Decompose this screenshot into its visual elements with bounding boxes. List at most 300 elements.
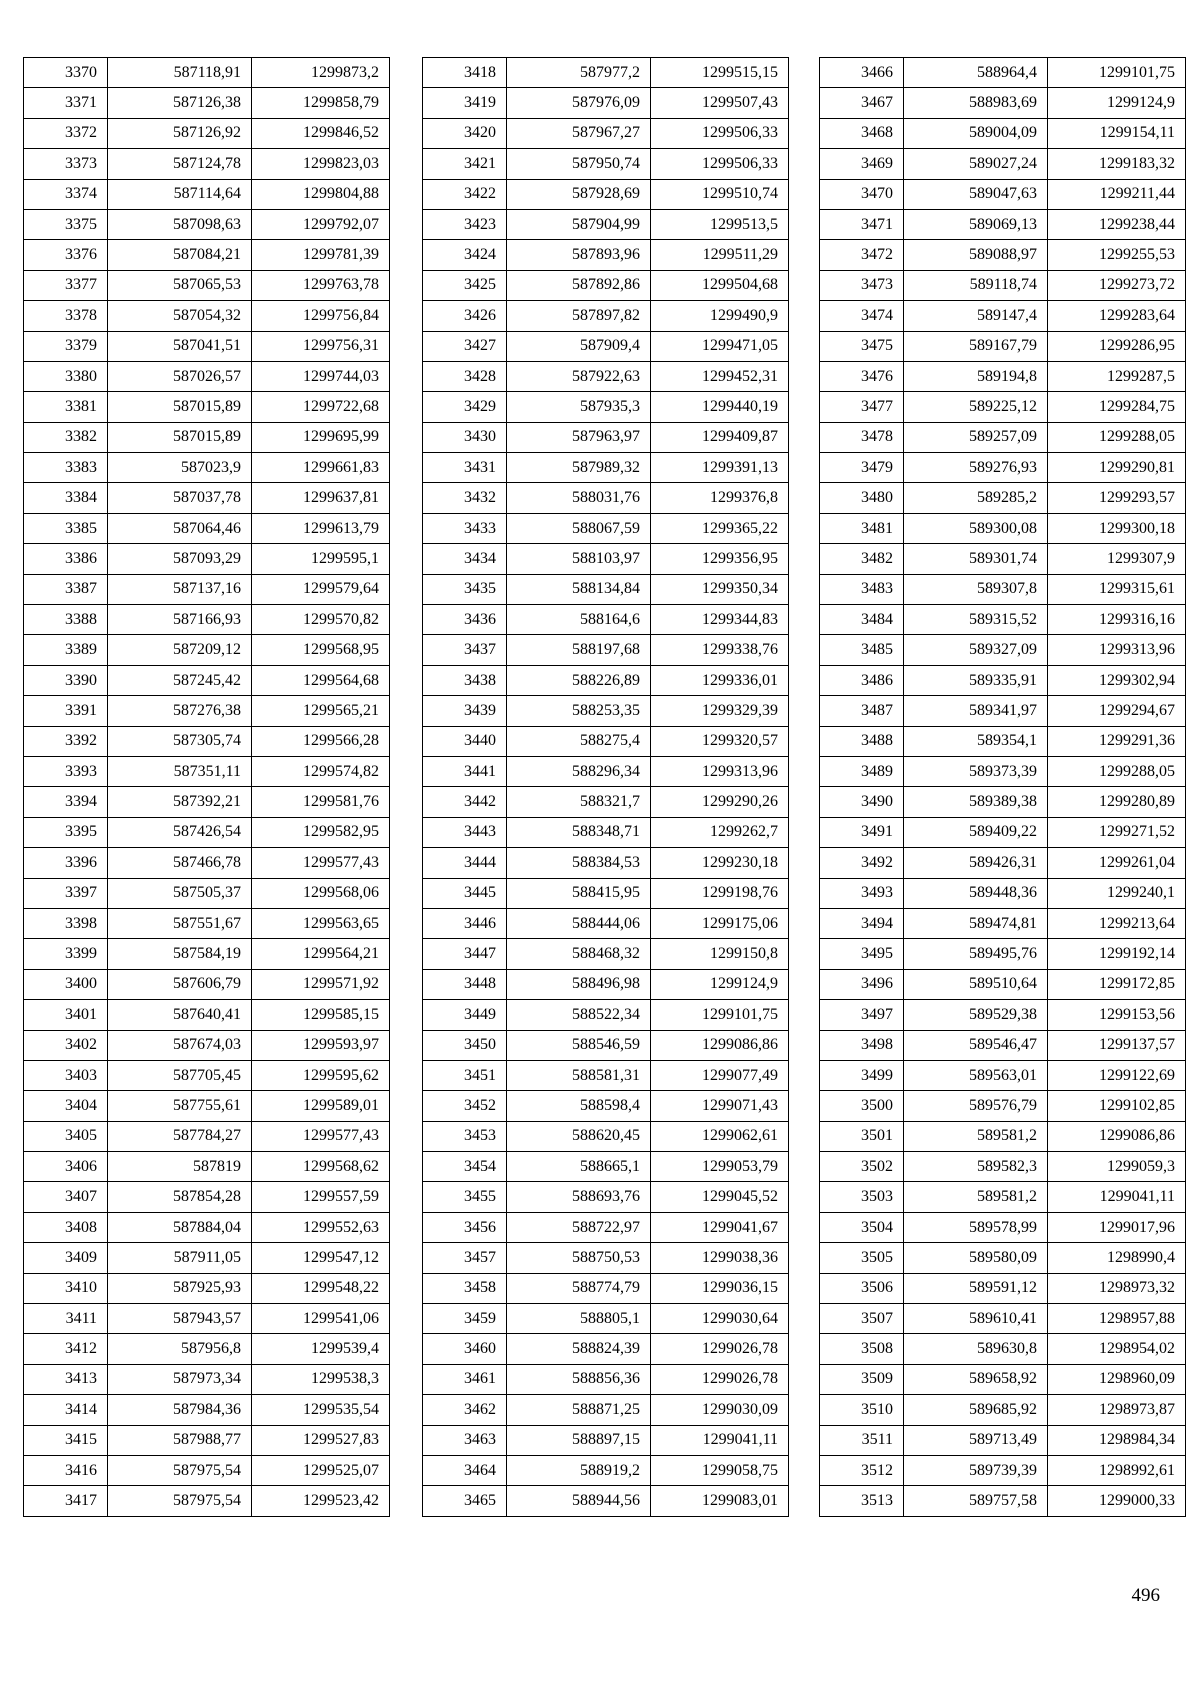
table-row bbox=[423, 1152, 789, 1182]
point-number-cell: 3414 bbox=[24, 1395, 108, 1425]
table-row bbox=[24, 240, 390, 270]
point-number-cell: 3431 bbox=[423, 453, 507, 483]
x-coordinate-cell: 588275,4 bbox=[507, 726, 651, 756]
y-coordinate-cell: 1299511,29 bbox=[651, 240, 789, 270]
table-row bbox=[820, 1304, 1186, 1334]
table-row bbox=[820, 1364, 1186, 1394]
x-coordinate-cell: 589582,3 bbox=[904, 1152, 1048, 1182]
table-row bbox=[820, 118, 1186, 148]
y-coordinate-cell: 1299365,22 bbox=[651, 513, 789, 543]
point-number-cell: 3375 bbox=[24, 209, 108, 239]
point-number-cell: 3490 bbox=[820, 787, 904, 817]
x-coordinate-cell: 587943,57 bbox=[108, 1304, 252, 1334]
point-number-cell: 3465 bbox=[423, 1486, 507, 1516]
x-coordinate-cell: 589591,12 bbox=[904, 1273, 1048, 1303]
table-row bbox=[423, 483, 789, 513]
x-coordinate-cell: 588805,1 bbox=[507, 1304, 651, 1334]
y-coordinate-cell: 1299041,67 bbox=[651, 1212, 789, 1242]
point-number-cell: 3370 bbox=[24, 58, 108, 88]
x-coordinate-cell: 589194,8 bbox=[904, 361, 1048, 391]
point-number-cell: 3389 bbox=[24, 635, 108, 665]
point-number-cell: 3376 bbox=[24, 240, 108, 270]
y-coordinate-cell: 1299557,59 bbox=[252, 1182, 390, 1212]
table-row bbox=[820, 149, 1186, 179]
y-coordinate-cell: 1299071,43 bbox=[651, 1091, 789, 1121]
point-number-cell: 3402 bbox=[24, 1030, 108, 1060]
table-row bbox=[423, 513, 789, 543]
x-coordinate-cell: 589495,76 bbox=[904, 939, 1048, 969]
table-row bbox=[24, 1152, 390, 1182]
y-coordinate-cell: 1298973,32 bbox=[1048, 1273, 1186, 1303]
table-row bbox=[24, 544, 390, 574]
x-coordinate-cell: 589276,93 bbox=[904, 453, 1048, 483]
y-coordinate-cell: 1299287,5 bbox=[1048, 361, 1186, 391]
coordinate-table-1 bbox=[23, 57, 390, 1517]
y-coordinate-cell: 1299858,79 bbox=[252, 88, 390, 118]
x-coordinate-cell: 587705,45 bbox=[108, 1060, 252, 1090]
y-coordinate-cell: 1299846,52 bbox=[252, 118, 390, 148]
table-row bbox=[820, 1152, 1186, 1182]
x-coordinate-cell: 588856,36 bbox=[507, 1364, 651, 1394]
y-coordinate-cell: 1299823,03 bbox=[252, 149, 390, 179]
x-coordinate-cell: 588581,31 bbox=[507, 1060, 651, 1090]
table-row bbox=[24, 331, 390, 361]
x-coordinate-cell: 587963,97 bbox=[507, 422, 651, 452]
point-number-cell: 3386 bbox=[24, 544, 108, 574]
point-number-cell: 3503 bbox=[820, 1182, 904, 1212]
point-number-cell: 3469 bbox=[820, 149, 904, 179]
y-coordinate-cell: 1299539,4 bbox=[252, 1334, 390, 1364]
table-row bbox=[820, 574, 1186, 604]
table-row bbox=[820, 878, 1186, 908]
x-coordinate-cell: 589301,74 bbox=[904, 544, 1048, 574]
y-coordinate-cell: 1299183,32 bbox=[1048, 149, 1186, 179]
table-row bbox=[820, 1182, 1186, 1212]
y-coordinate-cell: 1299336,01 bbox=[651, 665, 789, 695]
y-coordinate-cell: 1299288,05 bbox=[1048, 756, 1186, 786]
table-row bbox=[423, 908, 789, 938]
x-coordinate-cell: 589529,38 bbox=[904, 1000, 1048, 1030]
x-coordinate-cell: 588750,53 bbox=[507, 1243, 651, 1273]
x-coordinate-cell: 589630,8 bbox=[904, 1334, 1048, 1364]
y-coordinate-cell: 1299579,64 bbox=[252, 574, 390, 604]
x-coordinate-cell: 587928,69 bbox=[507, 179, 651, 209]
x-coordinate-cell: 589713,49 bbox=[904, 1425, 1048, 1455]
x-coordinate-cell: 588031,76 bbox=[507, 483, 651, 513]
table-row bbox=[423, 1455, 789, 1485]
x-coordinate-cell: 589580,09 bbox=[904, 1243, 1048, 1273]
y-coordinate-cell: 1299541,06 bbox=[252, 1304, 390, 1334]
y-coordinate-cell: 1299571,92 bbox=[252, 969, 390, 999]
y-coordinate-cell: 1299409,87 bbox=[651, 422, 789, 452]
x-coordinate-cell: 588722,97 bbox=[507, 1212, 651, 1242]
point-number-cell: 3462 bbox=[423, 1395, 507, 1425]
y-coordinate-cell: 1299198,76 bbox=[651, 878, 789, 908]
table-row bbox=[24, 301, 390, 331]
x-coordinate-cell: 589307,8 bbox=[904, 574, 1048, 604]
y-coordinate-cell: 1298984,34 bbox=[1048, 1425, 1186, 1455]
y-coordinate-cell: 1299086,86 bbox=[1048, 1121, 1186, 1151]
table-row bbox=[24, 1000, 390, 1030]
x-coordinate-cell: 588496,98 bbox=[507, 969, 651, 999]
table-row bbox=[820, 331, 1186, 361]
y-coordinate-cell: 1299513,5 bbox=[651, 209, 789, 239]
point-number-cell: 3412 bbox=[24, 1334, 108, 1364]
point-number-cell: 3427 bbox=[423, 331, 507, 361]
y-coordinate-cell: 1299538,3 bbox=[252, 1364, 390, 1394]
table-row bbox=[24, 149, 390, 179]
table-row bbox=[820, 58, 1186, 88]
point-number-cell: 3429 bbox=[423, 392, 507, 422]
x-coordinate-cell: 588897,15 bbox=[507, 1425, 651, 1455]
point-number-cell: 3451 bbox=[423, 1060, 507, 1090]
y-coordinate-cell: 1299585,15 bbox=[252, 1000, 390, 1030]
point-number-cell: 3513 bbox=[820, 1486, 904, 1516]
table-row bbox=[820, 1212, 1186, 1242]
table-row bbox=[820, 939, 1186, 969]
point-number-cell: 3408 bbox=[24, 1212, 108, 1242]
coordinate-table-3 bbox=[819, 57, 1186, 1517]
y-coordinate-cell: 1299563,65 bbox=[252, 908, 390, 938]
table-row bbox=[24, 422, 390, 452]
x-coordinate-cell: 587245,42 bbox=[108, 665, 252, 695]
table-row bbox=[820, 1334, 1186, 1364]
y-coordinate-cell: 1299030,09 bbox=[651, 1395, 789, 1425]
x-coordinate-cell: 589389,38 bbox=[904, 787, 1048, 817]
table-row bbox=[423, 1243, 789, 1273]
x-coordinate-cell: 589757,58 bbox=[904, 1486, 1048, 1516]
point-number-cell: 3425 bbox=[423, 270, 507, 300]
y-coordinate-cell: 1299510,74 bbox=[651, 179, 789, 209]
x-coordinate-cell: 589658,92 bbox=[904, 1364, 1048, 1394]
x-coordinate-cell: 588384,53 bbox=[507, 848, 651, 878]
x-coordinate-cell: 588348,71 bbox=[507, 817, 651, 847]
table-row bbox=[24, 1030, 390, 1060]
y-coordinate-cell: 1299307,9 bbox=[1048, 544, 1186, 574]
point-number-cell: 3486 bbox=[820, 665, 904, 695]
point-number-cell: 3499 bbox=[820, 1060, 904, 1090]
x-coordinate-cell: 589373,39 bbox=[904, 756, 1048, 786]
table-row bbox=[24, 88, 390, 118]
x-coordinate-cell: 589581,2 bbox=[904, 1121, 1048, 1151]
table-row bbox=[820, 209, 1186, 239]
x-coordinate-cell: 587137,16 bbox=[108, 574, 252, 604]
point-number-cell: 3424 bbox=[423, 240, 507, 270]
y-coordinate-cell: 1298990,4 bbox=[1048, 1243, 1186, 1273]
point-number-cell: 3437 bbox=[423, 635, 507, 665]
table-row bbox=[24, 878, 390, 908]
y-coordinate-cell: 1299175,06 bbox=[651, 908, 789, 938]
table-row bbox=[423, 149, 789, 179]
x-coordinate-cell: 587015,89 bbox=[108, 392, 252, 422]
point-number-cell: 3394 bbox=[24, 787, 108, 817]
x-coordinate-cell: 589027,24 bbox=[904, 149, 1048, 179]
y-coordinate-cell: 1299302,94 bbox=[1048, 665, 1186, 695]
x-coordinate-cell: 588983,69 bbox=[904, 88, 1048, 118]
y-coordinate-cell: 1299053,79 bbox=[651, 1152, 789, 1182]
y-coordinate-cell: 1299570,82 bbox=[252, 605, 390, 635]
x-coordinate-cell: 588103,97 bbox=[507, 544, 651, 574]
x-coordinate-cell: 587897,82 bbox=[507, 301, 651, 331]
x-coordinate-cell: 589327,09 bbox=[904, 635, 1048, 665]
point-number-cell: 3454 bbox=[423, 1152, 507, 1182]
point-number-cell: 3426 bbox=[423, 301, 507, 331]
point-number-cell: 3483 bbox=[820, 574, 904, 604]
point-number-cell: 3443 bbox=[423, 817, 507, 847]
table-row bbox=[820, 1273, 1186, 1303]
x-coordinate-cell: 588134,84 bbox=[507, 574, 651, 604]
point-number-cell: 3510 bbox=[820, 1395, 904, 1425]
point-number-cell: 3385 bbox=[24, 513, 108, 543]
table-row bbox=[820, 696, 1186, 726]
table-row bbox=[423, 848, 789, 878]
point-number-cell: 3468 bbox=[820, 118, 904, 148]
x-coordinate-cell: 587819 bbox=[108, 1152, 252, 1182]
point-number-cell: 3456 bbox=[423, 1212, 507, 1242]
point-number-cell: 3452 bbox=[423, 1091, 507, 1121]
table-row bbox=[423, 361, 789, 391]
y-coordinate-cell: 1299695,99 bbox=[252, 422, 390, 452]
table-row bbox=[820, 453, 1186, 483]
x-coordinate-cell: 587884,04 bbox=[108, 1212, 252, 1242]
point-number-cell: 3458 bbox=[423, 1273, 507, 1303]
point-number-cell: 3418 bbox=[423, 58, 507, 88]
point-number-cell: 3508 bbox=[820, 1334, 904, 1364]
table-row bbox=[423, 88, 789, 118]
table-row bbox=[24, 756, 390, 786]
y-coordinate-cell: 1299552,63 bbox=[252, 1212, 390, 1242]
point-number-cell: 3384 bbox=[24, 483, 108, 513]
y-coordinate-cell: 1299523,42 bbox=[252, 1486, 390, 1516]
x-coordinate-cell: 587956,8 bbox=[108, 1334, 252, 1364]
x-coordinate-cell: 587426,54 bbox=[108, 817, 252, 847]
table-row bbox=[423, 756, 789, 786]
point-number-cell: 3475 bbox=[820, 331, 904, 361]
point-number-cell: 3388 bbox=[24, 605, 108, 635]
point-number-cell: 3444 bbox=[423, 848, 507, 878]
x-coordinate-cell: 588226,89 bbox=[507, 665, 651, 695]
y-coordinate-cell: 1299490,9 bbox=[651, 301, 789, 331]
point-number-cell: 3403 bbox=[24, 1060, 108, 1090]
point-number-cell: 3442 bbox=[423, 787, 507, 817]
x-coordinate-cell: 589409,22 bbox=[904, 817, 1048, 847]
y-coordinate-cell: 1298960,09 bbox=[1048, 1364, 1186, 1394]
table-row bbox=[423, 1364, 789, 1394]
y-coordinate-cell: 1299756,84 bbox=[252, 301, 390, 331]
x-coordinate-cell: 587551,67 bbox=[108, 908, 252, 938]
x-coordinate-cell: 588824,39 bbox=[507, 1334, 651, 1364]
y-coordinate-cell: 1299535,54 bbox=[252, 1395, 390, 1425]
point-number-cell: 3495 bbox=[820, 939, 904, 969]
table-row bbox=[423, 635, 789, 665]
x-coordinate-cell: 587784,27 bbox=[108, 1121, 252, 1151]
x-coordinate-cell: 587973,34 bbox=[108, 1364, 252, 1394]
table-row bbox=[423, 1121, 789, 1151]
y-coordinate-cell: 1299792,07 bbox=[252, 209, 390, 239]
y-coordinate-cell: 1299566,28 bbox=[252, 726, 390, 756]
x-coordinate-cell: 589474,81 bbox=[904, 908, 1048, 938]
x-coordinate-cell: 588919,2 bbox=[507, 1455, 651, 1485]
table-row bbox=[423, 422, 789, 452]
x-coordinate-cell: 588522,34 bbox=[507, 1000, 651, 1030]
point-number-cell: 3501 bbox=[820, 1121, 904, 1151]
table-row bbox=[820, 1455, 1186, 1485]
table-row bbox=[423, 665, 789, 695]
x-coordinate-cell: 589448,36 bbox=[904, 878, 1048, 908]
y-coordinate-cell: 1299290,26 bbox=[651, 787, 789, 817]
point-number-cell: 3491 bbox=[820, 817, 904, 847]
table-row bbox=[820, 179, 1186, 209]
y-coordinate-cell: 1299211,44 bbox=[1048, 179, 1186, 209]
x-coordinate-cell: 589315,52 bbox=[904, 605, 1048, 635]
point-number-cell: 3438 bbox=[423, 665, 507, 695]
point-number-cell: 3433 bbox=[423, 513, 507, 543]
x-coordinate-cell: 587305,74 bbox=[108, 726, 252, 756]
x-coordinate-cell: 589285,2 bbox=[904, 483, 1048, 513]
table-row bbox=[820, 483, 1186, 513]
table-row bbox=[423, 1000, 789, 1030]
y-coordinate-cell: 1299124,9 bbox=[651, 969, 789, 999]
x-coordinate-cell: 589581,2 bbox=[904, 1182, 1048, 1212]
point-number-cell: 3446 bbox=[423, 908, 507, 938]
table-row bbox=[24, 908, 390, 938]
point-number-cell: 3406 bbox=[24, 1152, 108, 1182]
point-number-cell: 3400 bbox=[24, 969, 108, 999]
y-coordinate-cell: 1299568,06 bbox=[252, 878, 390, 908]
x-coordinate-cell: 587935,3 bbox=[507, 392, 651, 422]
point-number-cell: 3439 bbox=[423, 696, 507, 726]
y-coordinate-cell: 1299338,76 bbox=[651, 635, 789, 665]
y-coordinate-cell: 1299213,64 bbox=[1048, 908, 1186, 938]
point-number-cell: 3393 bbox=[24, 756, 108, 786]
y-coordinate-cell: 1299781,39 bbox=[252, 240, 390, 270]
table-row bbox=[423, 605, 789, 635]
y-coordinate-cell: 1299804,88 bbox=[252, 179, 390, 209]
y-coordinate-cell: 1299722,68 bbox=[252, 392, 390, 422]
y-coordinate-cell: 1299507,43 bbox=[651, 88, 789, 118]
table-row bbox=[820, 817, 1186, 847]
table-row bbox=[423, 1425, 789, 1455]
point-number-cell: 3473 bbox=[820, 270, 904, 300]
point-number-cell: 3467 bbox=[820, 88, 904, 118]
table-row bbox=[24, 361, 390, 391]
point-number-cell: 3477 bbox=[820, 392, 904, 422]
point-number-cell: 3474 bbox=[820, 301, 904, 331]
table-row bbox=[24, 1304, 390, 1334]
x-coordinate-cell: 587975,54 bbox=[108, 1486, 252, 1516]
x-coordinate-cell: 588296,34 bbox=[507, 756, 651, 786]
x-coordinate-cell: 588253,35 bbox=[507, 696, 651, 726]
point-number-cell: 3489 bbox=[820, 756, 904, 786]
x-coordinate-cell: 589225,12 bbox=[904, 392, 1048, 422]
y-coordinate-cell: 1299036,15 bbox=[651, 1273, 789, 1303]
x-coordinate-cell: 587041,51 bbox=[108, 331, 252, 361]
y-coordinate-cell: 1299150,8 bbox=[651, 939, 789, 969]
x-coordinate-cell: 587892,86 bbox=[507, 270, 651, 300]
y-coordinate-cell: 1299255,53 bbox=[1048, 240, 1186, 270]
table-row bbox=[24, 1182, 390, 1212]
y-coordinate-cell: 1299280,89 bbox=[1048, 787, 1186, 817]
y-coordinate-cell: 1299153,56 bbox=[1048, 1000, 1186, 1030]
point-number-cell: 3430 bbox=[423, 422, 507, 452]
table-row bbox=[820, 1243, 1186, 1273]
table-row bbox=[24, 1121, 390, 1151]
table-row bbox=[24, 605, 390, 635]
table-row bbox=[24, 1273, 390, 1303]
y-coordinate-cell: 1299101,75 bbox=[651, 1000, 789, 1030]
point-number-cell: 3374 bbox=[24, 179, 108, 209]
y-coordinate-cell: 1299504,68 bbox=[651, 270, 789, 300]
point-number-cell: 3511 bbox=[820, 1425, 904, 1455]
y-coordinate-cell: 1299300,18 bbox=[1048, 513, 1186, 543]
point-number-cell: 3440 bbox=[423, 726, 507, 756]
y-coordinate-cell: 1299637,81 bbox=[252, 483, 390, 513]
x-coordinate-cell: 587505,37 bbox=[108, 878, 252, 908]
y-coordinate-cell: 1299313,96 bbox=[651, 756, 789, 786]
table-row bbox=[423, 787, 789, 817]
x-coordinate-cell: 587893,96 bbox=[507, 240, 651, 270]
point-number-cell: 3379 bbox=[24, 331, 108, 361]
y-coordinate-cell: 1299038,36 bbox=[651, 1243, 789, 1273]
table-row bbox=[820, 301, 1186, 331]
x-coordinate-cell: 587276,38 bbox=[108, 696, 252, 726]
x-coordinate-cell: 588871,25 bbox=[507, 1395, 651, 1425]
y-coordinate-cell: 1299565,21 bbox=[252, 696, 390, 726]
point-number-cell: 3505 bbox=[820, 1243, 904, 1273]
point-number-cell: 3487 bbox=[820, 696, 904, 726]
y-coordinate-cell: 1299101,75 bbox=[1048, 58, 1186, 88]
y-coordinate-cell: 1299290,81 bbox=[1048, 453, 1186, 483]
y-coordinate-cell: 1299262,7 bbox=[651, 817, 789, 847]
table-row bbox=[24, 969, 390, 999]
x-coordinate-cell: 587015,89 bbox=[108, 422, 252, 452]
y-coordinate-cell: 1299261,04 bbox=[1048, 848, 1186, 878]
x-coordinate-cell: 587023,9 bbox=[108, 453, 252, 483]
table-row bbox=[24, 1395, 390, 1425]
point-number-cell: 3397 bbox=[24, 878, 108, 908]
y-coordinate-cell: 1299568,62 bbox=[252, 1152, 390, 1182]
y-coordinate-cell: 1299344,83 bbox=[651, 605, 789, 635]
y-coordinate-cell: 1299506,33 bbox=[651, 118, 789, 148]
point-number-cell: 3480 bbox=[820, 483, 904, 513]
point-number-cell: 3392 bbox=[24, 726, 108, 756]
point-number-cell: 3494 bbox=[820, 908, 904, 938]
point-number-cell: 3399 bbox=[24, 939, 108, 969]
table-row bbox=[423, 453, 789, 483]
x-coordinate-cell: 587026,57 bbox=[108, 361, 252, 391]
table-row bbox=[423, 1030, 789, 1060]
x-coordinate-cell: 588944,56 bbox=[507, 1486, 651, 1516]
table-row bbox=[820, 240, 1186, 270]
point-number-cell: 3401 bbox=[24, 1000, 108, 1030]
point-number-cell: 3472 bbox=[820, 240, 904, 270]
x-coordinate-cell: 588964,4 bbox=[904, 58, 1048, 88]
table-row bbox=[24, 665, 390, 695]
y-coordinate-cell: 1299284,75 bbox=[1048, 392, 1186, 422]
table-row bbox=[820, 1395, 1186, 1425]
x-coordinate-cell: 587584,19 bbox=[108, 939, 252, 969]
table-row bbox=[820, 422, 1186, 452]
x-coordinate-cell: 588774,79 bbox=[507, 1273, 651, 1303]
x-coordinate-cell: 587975,54 bbox=[108, 1455, 252, 1485]
x-coordinate-cell: 589069,13 bbox=[904, 209, 1048, 239]
table-row bbox=[423, 939, 789, 969]
y-coordinate-cell: 1299577,43 bbox=[252, 1121, 390, 1151]
point-number-cell: 3373 bbox=[24, 149, 108, 179]
table-row bbox=[820, 392, 1186, 422]
table-row bbox=[423, 1091, 789, 1121]
table-row bbox=[820, 1425, 1186, 1455]
